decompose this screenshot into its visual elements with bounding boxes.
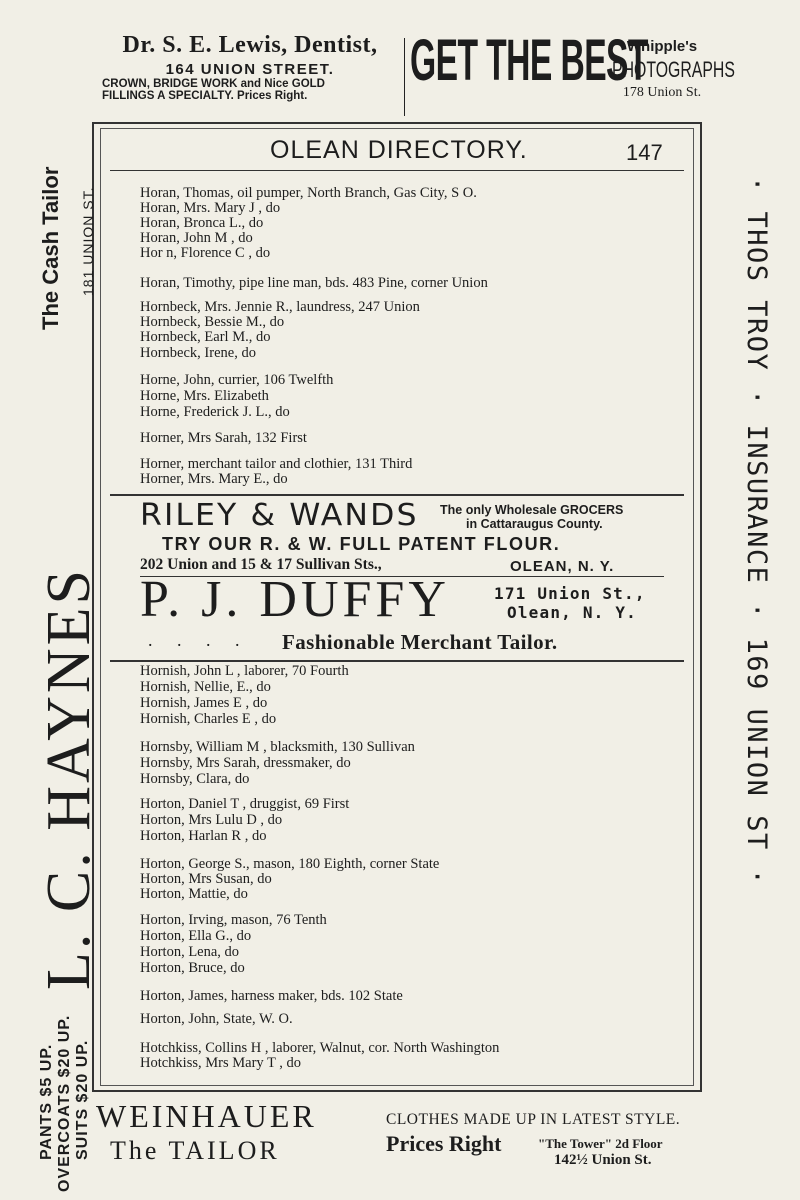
list-item: Horner, merchant tailor and clothier, 131 Third <box>140 456 413 472</box>
list-item: Horne, Mrs. Elizabeth <box>140 388 269 404</box>
list-item: Horton, John, State, W. O. <box>140 1011 293 1027</box>
lewis-title: Dr. S. E. Lewis, Dentist, <box>122 32 378 58</box>
prices-right-label: Prices Right <box>386 1131 502 1156</box>
whipple-photographs-ad <box>612 38 735 101</box>
list-item: Horton, Irving, mason, 76 Tenth <box>140 912 327 928</box>
list-item: Horton, Lena, do <box>140 944 240 960</box>
list-item: Hotchkiss, Collins H , laborer, Walnut, cor. North Washington <box>140 1040 500 1056</box>
list-item: Horton, James, harness maker, bds. 102 State <box>140 988 403 1004</box>
list-item: Horan, Timothy, pipe line man, bds. 483 Pine, corner Union <box>140 275 488 291</box>
list-item: Hornsby, William M , blacksmith, 130 Sullivan <box>140 739 415 755</box>
list-item: Horton, Harlan R , do <box>140 828 267 844</box>
price-pants: PANTS $5 UP. <box>38 1043 55 1160</box>
list-item: Horton, George S., mason, 180 Eighth, corner State <box>140 856 440 872</box>
list-item: Horton, Mrs Lulu D , do <box>140 812 283 828</box>
duffy-dots: . . . . <box>148 630 250 650</box>
list-item: Horton, Ella G., do <box>140 928 252 944</box>
list-item: Hornish, Nellie, E., do <box>140 679 271 695</box>
directory-title: OLEAN DIRECTORY. <box>270 136 528 164</box>
price-overcoats: OVERCOATS $20 UP. <box>56 1014 73 1192</box>
whipple-name: Whipple's <box>626 38 698 55</box>
lewis-dentist-ad <box>100 32 400 102</box>
list-item: Hornsby, Clara, do <box>140 771 250 787</box>
whipple-photographs: PHOTOGRAPHS <box>612 57 735 82</box>
footer-union-address: 142½ Union St. <box>554 1152 652 1168</box>
riley-rule-top <box>110 494 684 496</box>
haynes-address: 181 UNION ST. <box>80 186 96 296</box>
list-item: Hornbeck, Mrs. Jennie R., laundress, 247 Union <box>140 299 420 315</box>
list-item: Horton, Bruce, do <box>140 960 245 976</box>
clothes-made-up-line: CLOTHES MADE UP IN LATEST STYLE. <box>386 1111 681 1128</box>
riley-wands-name: RILEY & WANDS <box>140 498 419 533</box>
whipple-address: 178 Union St. <box>622 85 702 100</box>
list-item: Horton, Mrs Susan, do <box>140 871 272 887</box>
riley-city: OLEAN, N. Y. <box>510 558 615 575</box>
list-item: Horton, Daniel T , druggist, 69 First <box>140 796 350 812</box>
list-item: Hotchkiss, Mrs Mary T , do <box>140 1055 301 1071</box>
weinhauer-name: WEINHAUER <box>96 1098 317 1134</box>
list-item: Horner, Mrs Sarah, 132 First <box>140 430 307 446</box>
list-item: Hornsby, Mrs Sarah, dressmaker, do <box>140 755 351 771</box>
weinhauer-subtitle: The TAILOR <box>110 1136 280 1165</box>
troy-insurance-text: · THOS TROY · INSURANCE · 169 UNION ST · <box>741 176 772 887</box>
list-item: Horan, John M , do <box>140 230 253 246</box>
list-item: Horan, Thomas, oil pumper, North Branch, Gas City, S O. <box>140 185 477 201</box>
duffy-address-1: 171 Union St., <box>494 584 646 603</box>
list-item: Hornbeck, Bessie M., do <box>140 314 285 330</box>
tower-floor-label: "The Tower" 2d Floor <box>538 1136 663 1151</box>
troy-insurance-side-ad <box>714 176 774 1056</box>
haynes-name: L. C. HAYNES <box>35 567 103 990</box>
title-rule <box>110 170 684 171</box>
list-item: Hornish, Charles E , do <box>140 711 277 727</box>
list-item: Hornish, James E , do <box>140 695 268 711</box>
lewis-line-2: FILLINGS A SPECIALTY. Prices Right. <box>102 90 308 102</box>
list-item: Hornish, John L , laborer, 70 Fourth <box>140 663 349 679</box>
haynes-side-ad <box>0 120 103 1192</box>
list-item: Hornbeck, Earl M., do <box>140 329 271 345</box>
lewis-street: 164 UNION STREET. <box>165 61 335 78</box>
list-item: Hor n, Florence C , do <box>140 245 271 261</box>
list-item: Horton, Mattie, do <box>140 886 248 902</box>
price-suits: SUITS $20 UP. <box>74 1039 91 1160</box>
list-item: Horne, John, currier, 106 Twelfth <box>140 372 334 388</box>
list-item: Hornbeck, Irene, do <box>140 345 256 361</box>
duffy-name: P. J. DUFFY <box>140 571 450 628</box>
cash-tailor-label: The Cash Tailor <box>38 166 63 330</box>
list-item: Horan, Bronca L., do <box>140 215 264 231</box>
riley-flour-slogan: TRY OUR R. & W. FULL PATENT FLOUR. <box>162 534 561 554</box>
list-item: Horan, Mrs. Mary J , do <box>140 200 281 216</box>
page-number: 147 <box>626 140 663 165</box>
list-item: Horne, Frederick J. L., do <box>140 404 290 420</box>
get-the-best-banner: GET THE BEST <box>410 28 648 93</box>
list-item: Horner, Mrs. Mary E., do <box>140 471 288 487</box>
duffy-rule <box>110 660 684 662</box>
duffy-address-2: Olean, N. Y. <box>507 603 637 622</box>
riley-tagline-2: in Cattaraugus County. <box>466 517 603 531</box>
header-divider <box>404 38 405 116</box>
lewis-line-1: CROWN, BRIDGE WORK and Nice GOLD <box>102 78 325 90</box>
riley-tagline-1: The only Wholesale GROCERS <box>440 503 624 517</box>
riley-address: 202 Union and 15 & 17 Sullivan Sts., <box>140 556 382 573</box>
duffy-tagline: Fashionable Merchant Tailor. <box>282 630 558 654</box>
